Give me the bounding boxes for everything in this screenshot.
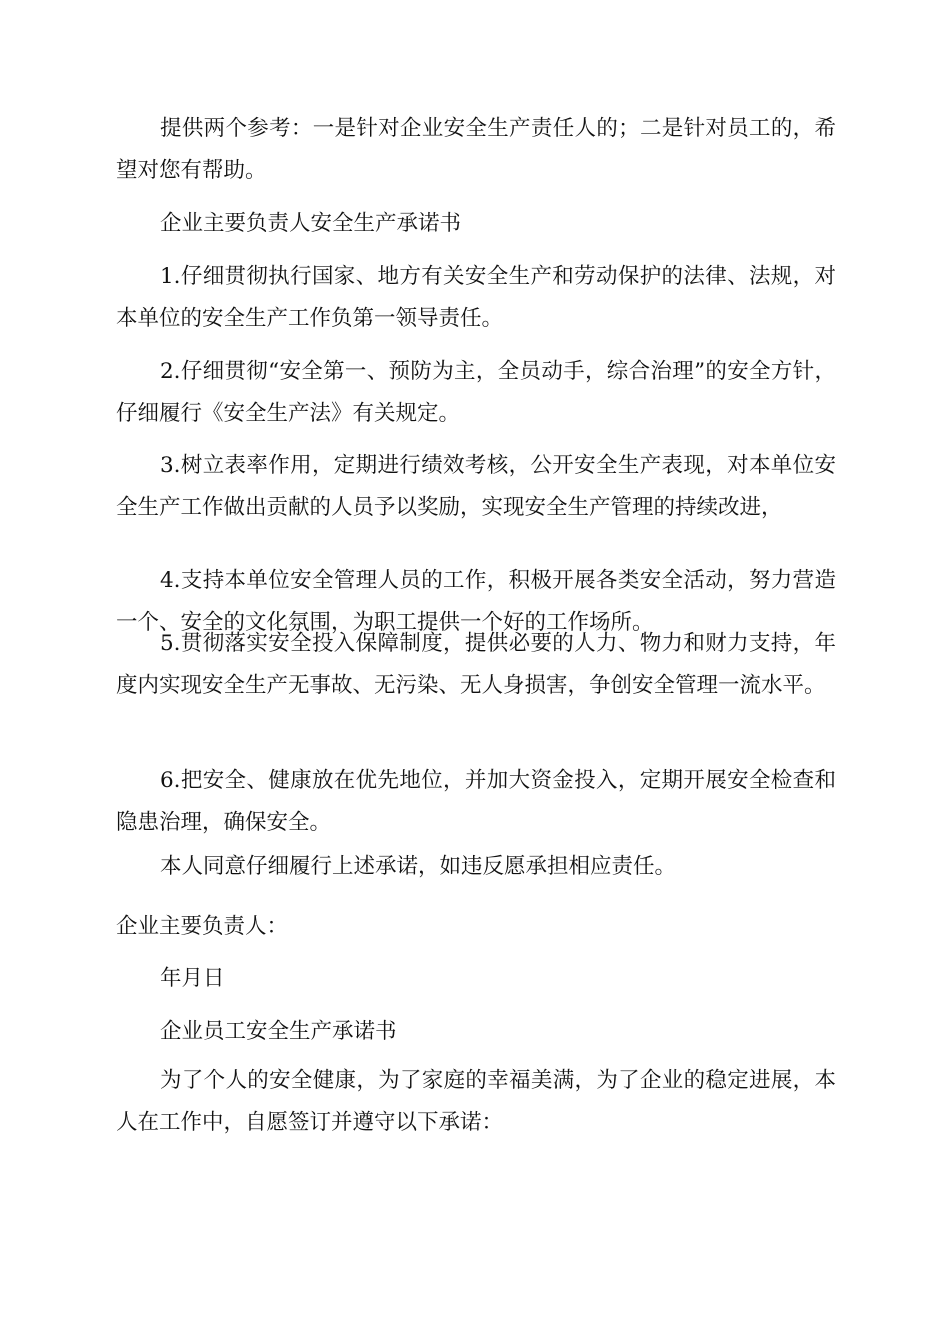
consent-statement: 本人同意仔细履行上述承诺，如违反愿承担相应责任。 — [160, 854, 677, 879]
pledge-item-2: 2.仔细贯彻“安全第一、预防为主，全员动手，综合治理”的安全方针，仔细履行《安全生产法》有关规定。 — [116, 359, 836, 426]
pledge-item-5: 5.贯彻落实安全投入保障制度，提供必要的人力、物力和财力支持，年度内实现安全生产无事故、无污染、无人身损害，争创安全管理一流水平。 — [116, 631, 836, 698]
pledge-item-1: 1.仔细贯彻执行国家、地方有关安全生产和劳动保护的法律、法规，对本单位的安全生产工作负第一领导责任。 — [116, 264, 836, 331]
pledge-item-6: 6.把安全、健康放在优先地位，并加大资金投入，定期开展安全检查和隐患治理，确保安全。 — [116, 768, 836, 835]
section-title-employee-pledge: 企业员工安全生产承诺书 — [160, 1019, 397, 1044]
date-label: 年月日 — [160, 966, 225, 991]
section-title-leader-pledge: 企业主要负责人安全生产承诺书 — [160, 211, 462, 236]
pledge-item-3: 3.树立表率作用，定期进行绩效考核，公开安全生产表现，对本单位安全生产工作做出贡献的人员予以奖励，实现安全生产管理的持续改进， — [116, 453, 836, 520]
employee-pledge-intro: 为了个人的安全健康，为了家庭的幸福美满，为了企业的稳定进展，本人在工作中，自愿签订并遵守以下承诺： — [116, 1068, 836, 1135]
signature-label: 企业主要负责人： — [116, 914, 289, 939]
intro-paragraph: 提供两个参考：一是针对企业安全生产责任人的；二是针对员工的，希望对您有帮助。 — [116, 116, 836, 183]
pledge-item-4: 4.支持本单位安全管理人员的工作，积极开展各类安全活动，努力营造一个、安全的文化氛围，为职工提供一个好的工作场所。 — [116, 568, 836, 635]
